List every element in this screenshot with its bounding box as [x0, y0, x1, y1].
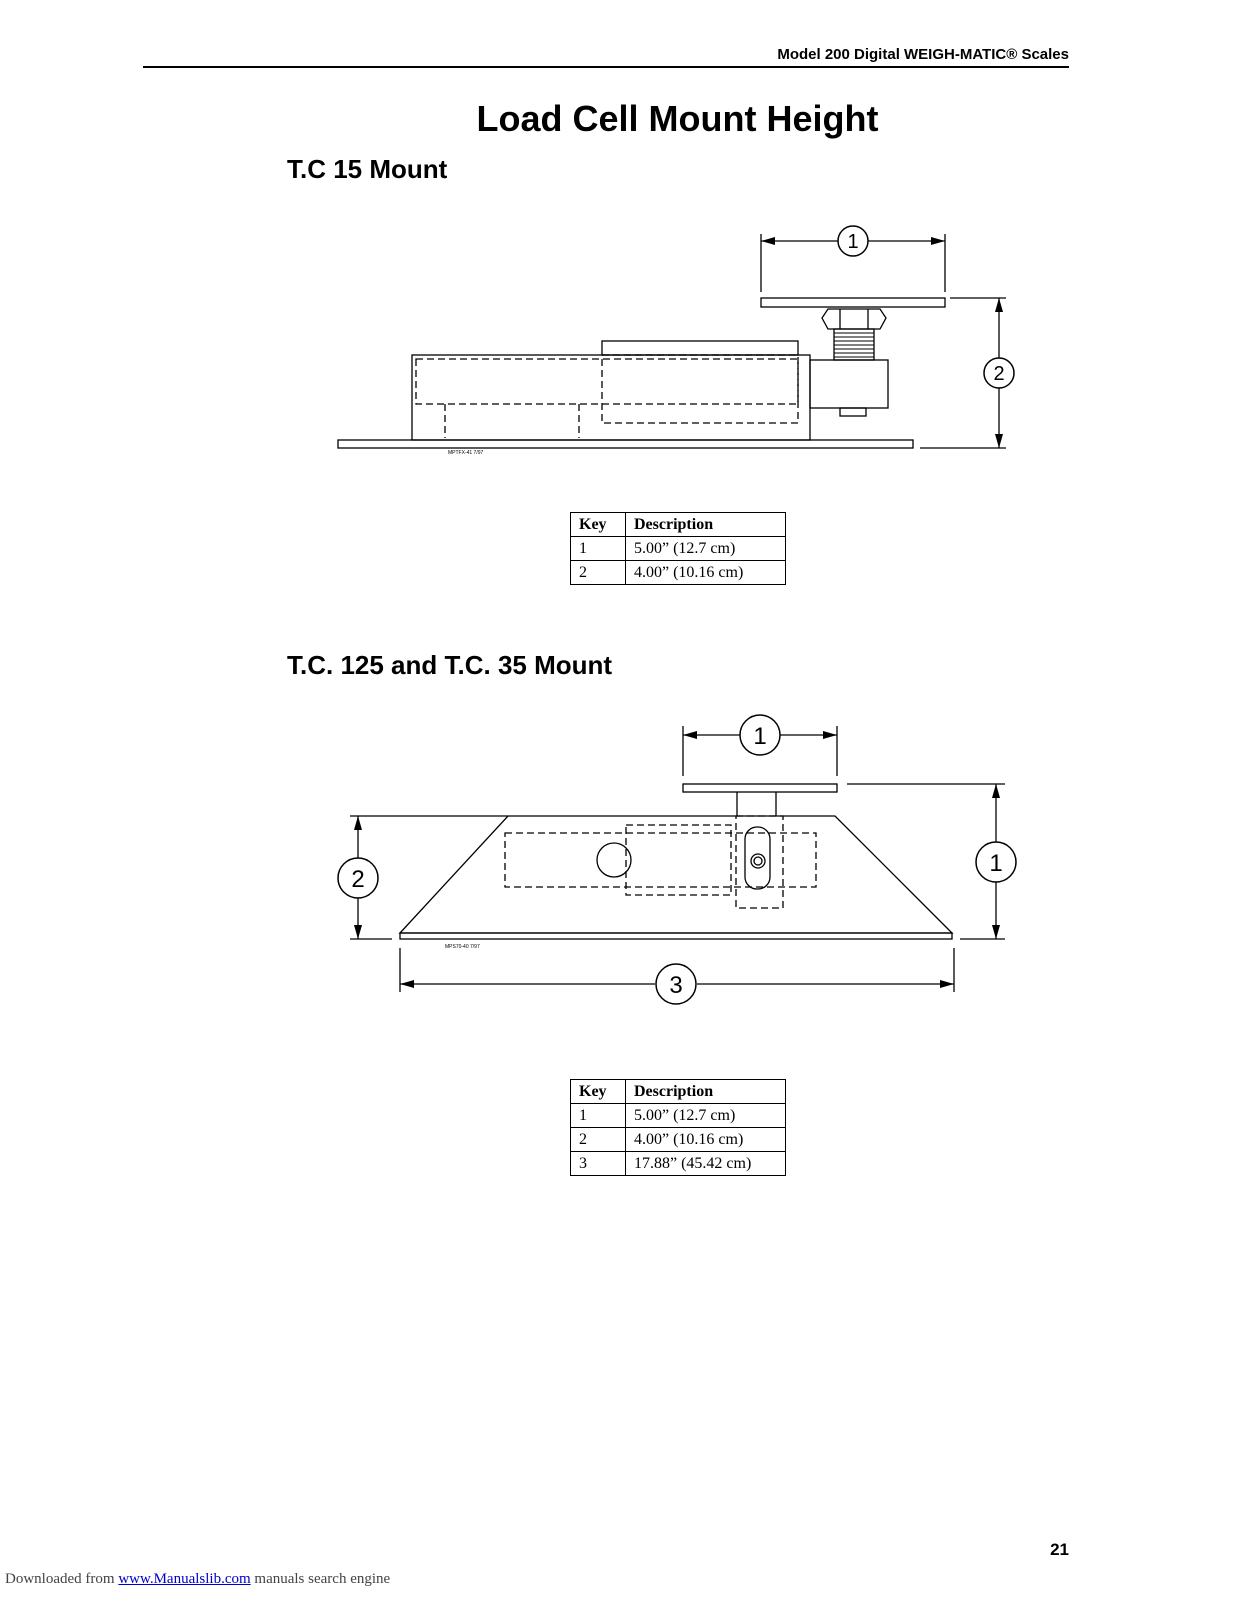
- page-number: 21: [1050, 1540, 1069, 1559]
- drawing-stamp: MPS70-40 7/97: [445, 944, 480, 950]
- description-cell: 5.00” (12.7 cm): [626, 1104, 786, 1128]
- footer-prefix: Downloaded from: [5, 1571, 119, 1587]
- description-cell: 17.88” (45.42 cm): [626, 1152, 786, 1176]
- table-row: [571, 1152, 786, 1176]
- footer-suffix: manuals search engine: [250, 1571, 391, 1587]
- key-cell: 1: [571, 537, 626, 561]
- load-cell-body: [412, 355, 810, 440]
- table-row: [571, 1104, 786, 1128]
- description-header: Description: [626, 1080, 786, 1104]
- load-cell-end: [810, 360, 888, 408]
- key-cell: 2: [571, 561, 626, 585]
- description-header: Description: [626, 513, 786, 537]
- section-heading-tc125: T.C. 125 and T.C. 35 Mount: [287, 650, 613, 680]
- description-cell: 4.00” (10.16 cm): [626, 561, 786, 585]
- callout-2-label: 2: [993, 363, 1005, 385]
- hidden-cell: [602, 355, 798, 423]
- table-row: [571, 537, 786, 561]
- callout-2-label: 2: [351, 866, 365, 893]
- key-header: Key: [571, 1080, 626, 1104]
- base-plate: [338, 440, 913, 448]
- table-header-row: [571, 1080, 786, 1104]
- key-cell: 3: [571, 1152, 626, 1176]
- top-plate: [683, 784, 837, 792]
- load-cell-top: [602, 341, 798, 355]
- table-row: [571, 561, 786, 585]
- top-plate: [761, 298, 945, 307]
- section-heading-tc15: T.C 15 Mount: [287, 154, 448, 184]
- tc125-mount-diagram: [330, 712, 1020, 1012]
- table-header-row: [571, 513, 786, 537]
- callout-3-label: 3: [669, 972, 683, 999]
- description-cell: 4.00” (10.16 cm): [626, 1128, 786, 1152]
- tc15-mount-diagram: [330, 222, 1020, 462]
- hidden-outline: [416, 359, 798, 404]
- callout-1-label: 1: [847, 231, 859, 253]
- slot: [745, 827, 770, 889]
- key-header: Key: [571, 513, 626, 537]
- tc15-key-table: [570, 512, 786, 585]
- header-rule: [143, 66, 1069, 68]
- callout-1-right-label: 1: [989, 850, 1003, 877]
- key-cell: 2: [571, 1128, 626, 1152]
- key-cell: 1: [571, 1104, 626, 1128]
- footer: [5, 1571, 390, 1588]
- drawing-stamp: MPTFX-41 7/97: [448, 450, 484, 456]
- manualslib-link[interactable]: www.Manualslib.com: [118, 1571, 251, 1587]
- running-header: Model 200 Digital WEIGH-MATIC® Scales: [777, 46, 1069, 63]
- page-title: Load Cell Mount Height: [476, 98, 879, 139]
- tc125-key-table: [570, 1079, 786, 1176]
- table-row: [571, 1128, 786, 1152]
- description-cell: 5.00” (12.7 cm): [626, 537, 786, 561]
- base-plate: [400, 933, 952, 939]
- callout-1-label: 1: [753, 723, 767, 750]
- nut: [822, 309, 886, 329]
